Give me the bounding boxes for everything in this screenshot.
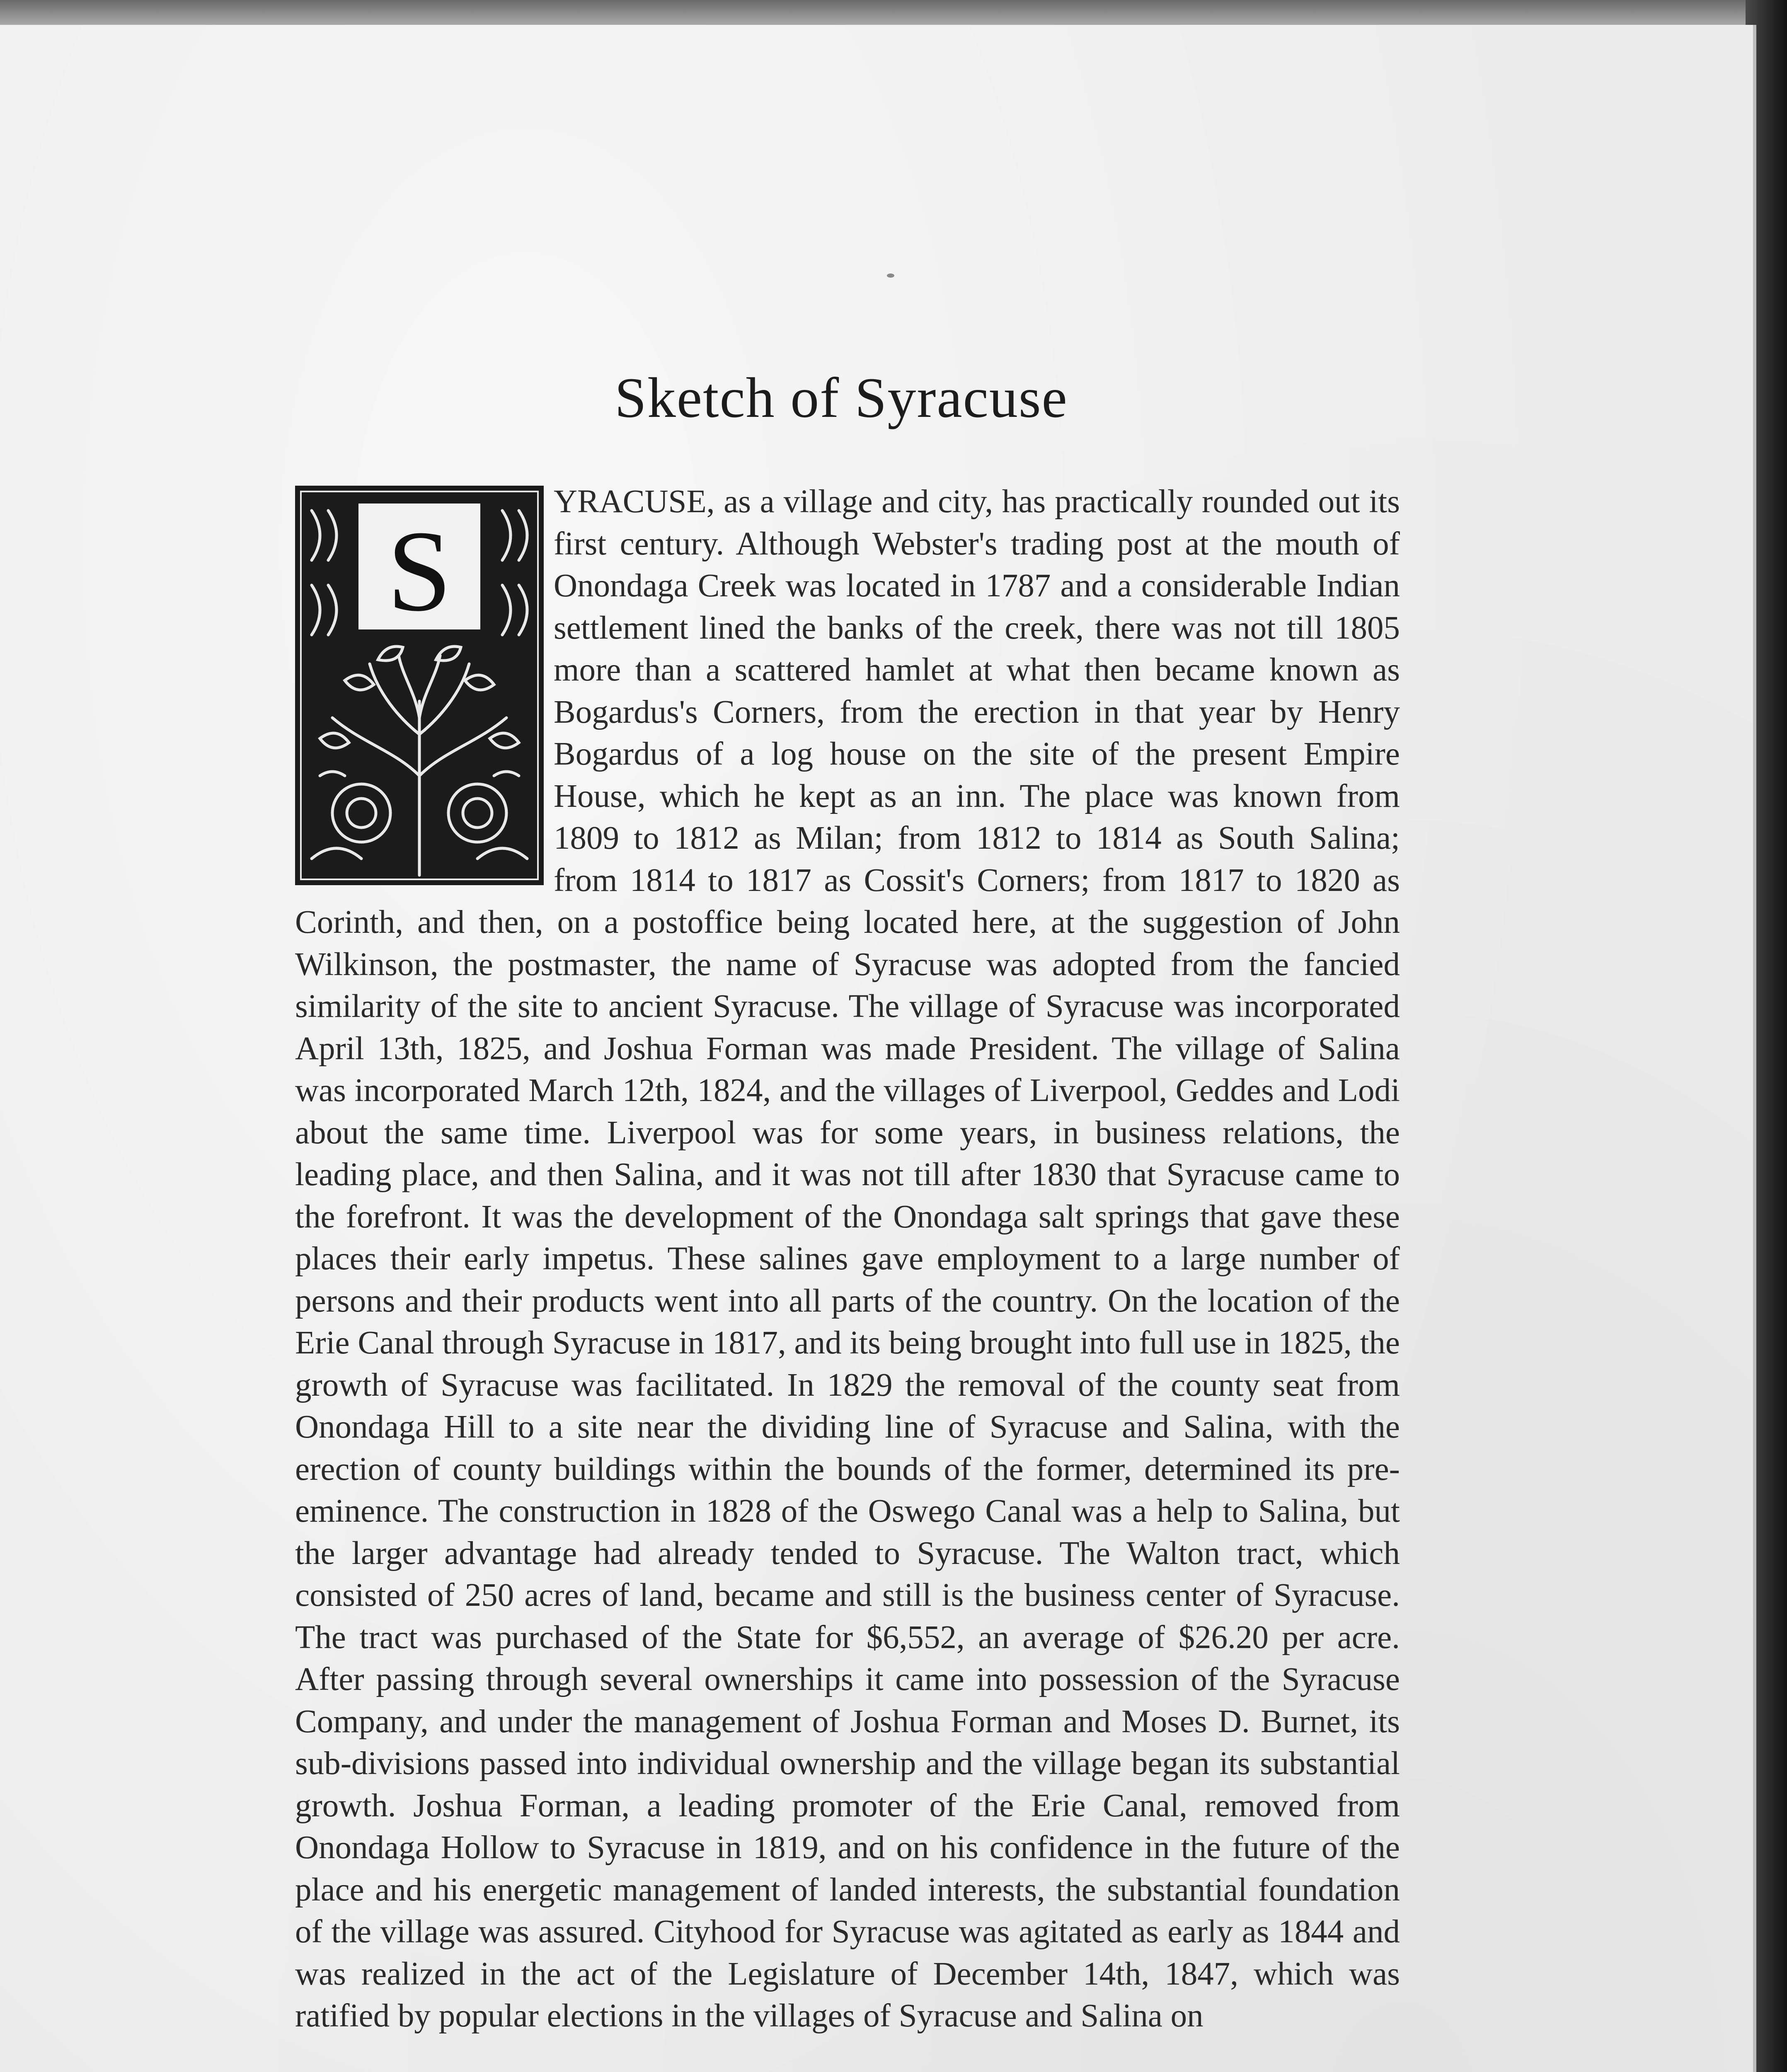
article-body (295, 481, 1400, 2037)
article-paragraph: YRACUSE, as a village and city, has practically rounded out its first century. Although Webster's trading post at the mouth of Onondaga Creek was located in 1787 and a considerable Indian settlement lined the banks of the creek, there was not till 1805 more than a scattered hamlet at what then became known as Bogardus's Corners, from the erection in that year by Henry Bogardus of a log house on the site of the present Empire House, which he kept as an inn. The place was known from 1809 to 1812 as Milan; from 1812 to 1814 as South Salina; from 1814 to 1817 as Cossit's Corners; from 1817 to 1820 as Corinth, and then, on a postoffice being located here, at the suggestion of John Wilkinson, the postmaster, the name of Syracuse was adopted from the fancied similarity of the site to ancient Syracuse. The village of Syracuse was incorporated April 13th, 1825, and Joshua Forman was made President. The village of Salina was incorporated March 12th, 1824, and the villages of Liverpool, Geddes and Lodi about the same time. Liverpool was for some years, in business relations, the leading place, and then Salina, and it was not till after 1830 that Syracuse came to the forefront. It was the development of the Onondaga salt springs that gave these places their early impetus. These salines gave employment to a large number of persons and their products went into all parts of the country. On the location of the Erie Canal through Syracuse in 1817, and its being brought into full use in 1825, the growth of Syracuse was facilitated. In 1829 the removal of the county seat from Onondaga Hill to a site near the dividing line of Syracuse and Salina, with the erection of county buildings within the bounds of the former, determined its pre-eminence. The construction in 1828 of the Oswego Canal was a help to Salina, but the larger advantage had already tended to Syracuse. The Walton tract, which consisted of 250 acres of land, became and still is the business center of Syracuse. The tract was purchased of the State for $6,552, an average of $26.20 per acre. After passing through several ownerships it came into possession of the Syracuse Company, and under the management of Joshua Forman and Moses D. Burnet, its sub-divisions passed into individual ownership and the village began its substantial growth. Joshua Forman, a leading promoter of the Erie Canal, removed from Onondaga Hollow to Syracuse in 1819, and on his confidence in the future of the place and his energetic management of landed interests, the substantial foundation of the village was assured. Cityhood for Syracuse was agitated as early as 1844 and was realized in the act of the Legislature of December 14th, 1847, which was ratified by popular elections in the villages of Syracuse and Salina on (295, 484, 1400, 2034)
page-title: Sketch of Syracuse (615, 366, 1068, 429)
book-page (0, 25, 1756, 2072)
ornamental-dropcap-icon (295, 486, 544, 885)
dropcap-letter: S (387, 506, 452, 635)
paper-speck (887, 274, 894, 278)
